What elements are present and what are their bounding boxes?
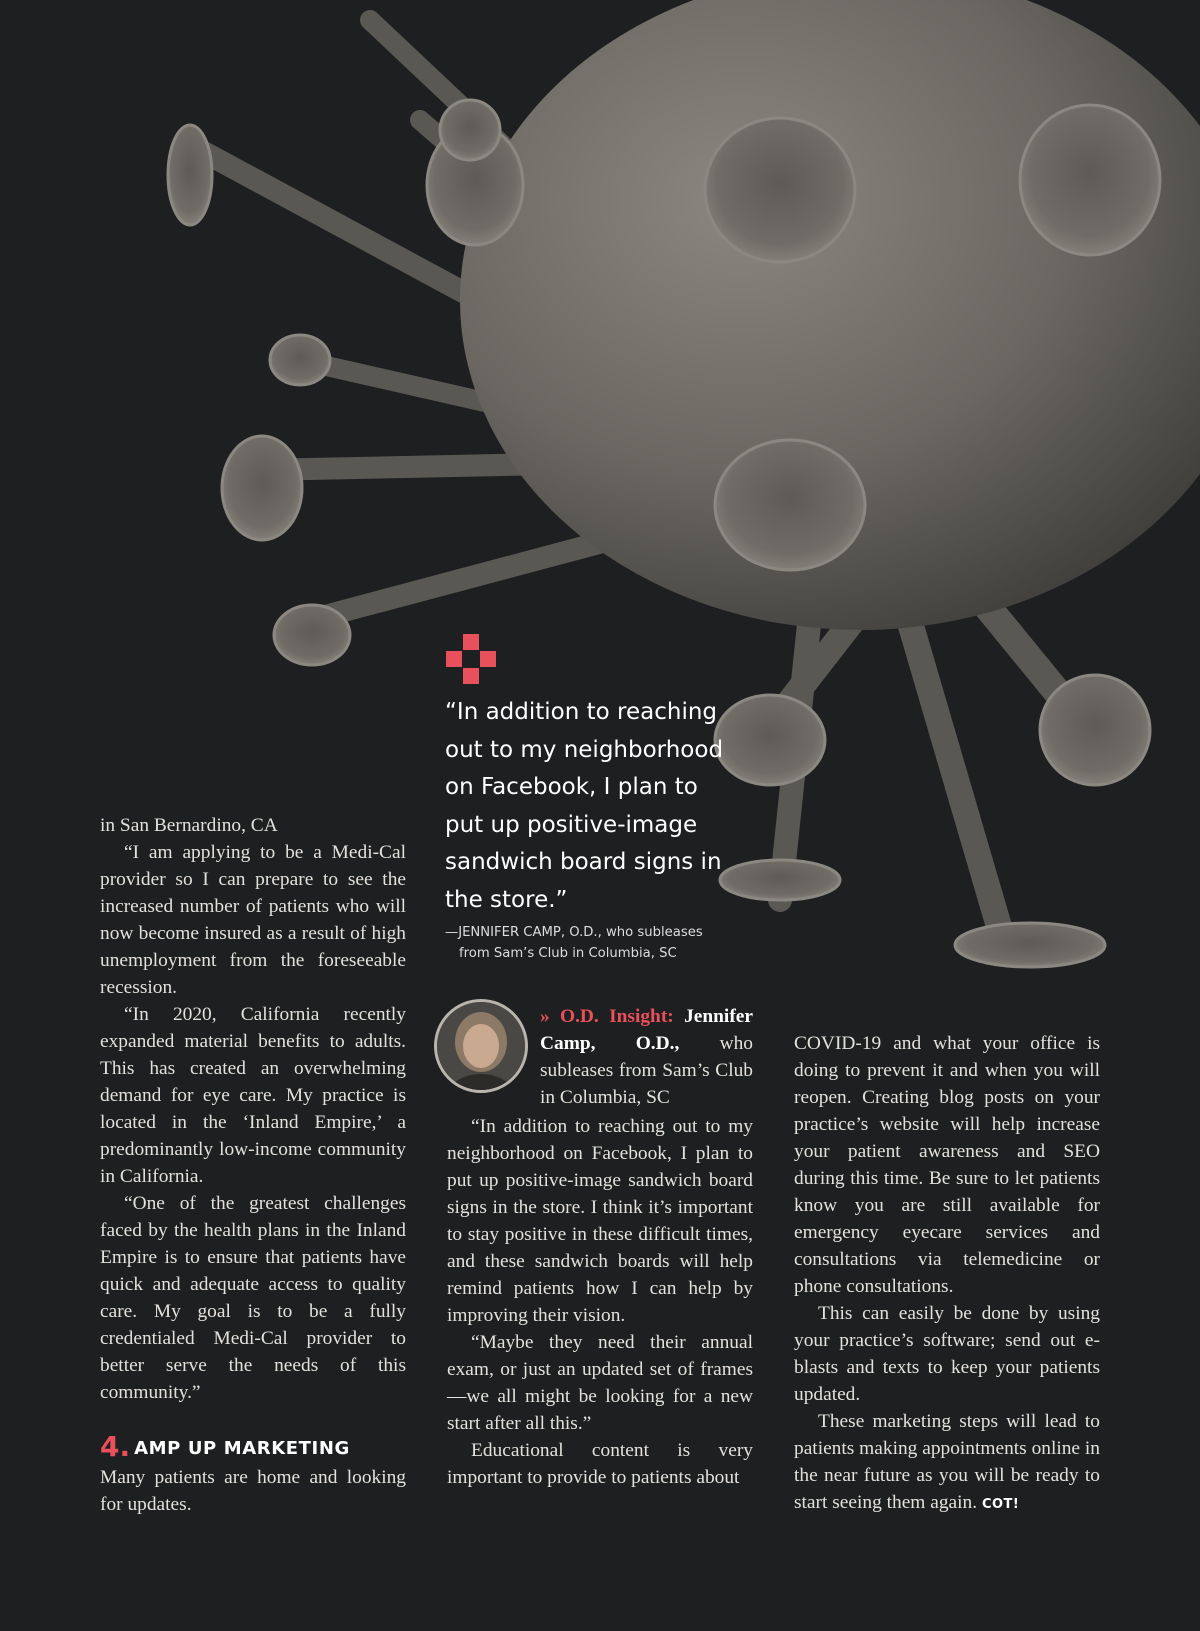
plus-cross-icon [446, 634, 496, 684]
paragraph [794, 1408, 1100, 1518]
paragraph-text: These marketing steps will lead to patients making appointments online in the near future as you will be ready to start seeing them again. [794, 1411, 1100, 1513]
article-column-1 [100, 812, 406, 1518]
insight-label: » O.D. Insight: [540, 1006, 674, 1027]
section-title: AMP UP MARKETING [134, 1438, 350, 1459]
paragraph: This can easily be done by using your practice’s software; send out e-blasts and texts to keep your patients updated. [794, 1303, 1100, 1405]
paragraph: Many patients are home and looking for updates. [100, 1467, 406, 1515]
insight-description: who subleases from Sam’s Club in Columbia, SC [540, 1033, 753, 1108]
portrait-photo [434, 999, 528, 1093]
attribution-line: —JENNIFER CAMP, O.D., who subleases [445, 925, 703, 940]
article-column-2 [447, 1113, 753, 1491]
section-heading [100, 1432, 406, 1464]
paragraph: “In addition to reaching out to my neighborhood on Facebook, I plan to put up positive-image sandwich board signs in the store. I think it’s important to stay positive in these difficult times, and these sandwich boards will help remind patients how I can help by improving their vision. [447, 1116, 753, 1326]
paragraph: Educational content is very important to provide to patients about [447, 1440, 753, 1488]
insight-name: Jennifer Camp, O.D., [540, 1006, 753, 1054]
pull-quote: “In addition to reaching out to my neighborhood on Facebook, I plan to put up positive-image sandwich board signs in the store.” [445, 699, 724, 913]
insight-byline [540, 1003, 753, 1111]
section-number: 4. [100, 1430, 131, 1463]
pull-quote-attribution [445, 922, 725, 964]
paragraph: “Maybe they need their annual exam, or just an updated set of frames—we all might be looking for a new start after all this.” [447, 1332, 753, 1434]
article-column-3 [794, 1030, 1100, 1518]
paragraph: “In 2020, California recently expanded material benefits to adults. This has created an overwhelming demand for eye care. My practice is located in the ‘Inland Empire,’ a predominantly low-income community in California. [100, 1004, 406, 1187]
paragraph: “One of the greatest challenges faced by the health plans in the Inland Empire is to ensure that patients have quick and adequate access to quality care. My goal is to be a fully credentialed Medi-Cal provider to better serve the needs of this community.” [100, 1193, 406, 1403]
end-mark: COT! [981, 1497, 1020, 1512]
paragraph: COVID-19 and what your office is doing to prevent it and when you will reopen. Creating blog posts on your practice’s website will help increase your patient awareness and SEO during this time. Be sure to let patients know you are still available for emergency eyecare services and consultations via telemedicine or phone consultations. [794, 1033, 1100, 1297]
paragraph: “I am applying to be a Medi-Cal provider so I can prepare to see the increased number of patients who will now become insured as a result of high unemployment from the foreseeable recession. [100, 842, 406, 998]
paragraph: in San Bernardino, CA [100, 815, 278, 836]
attribution-line: from Sam’s Club in Columbia, SC [459, 946, 677, 961]
